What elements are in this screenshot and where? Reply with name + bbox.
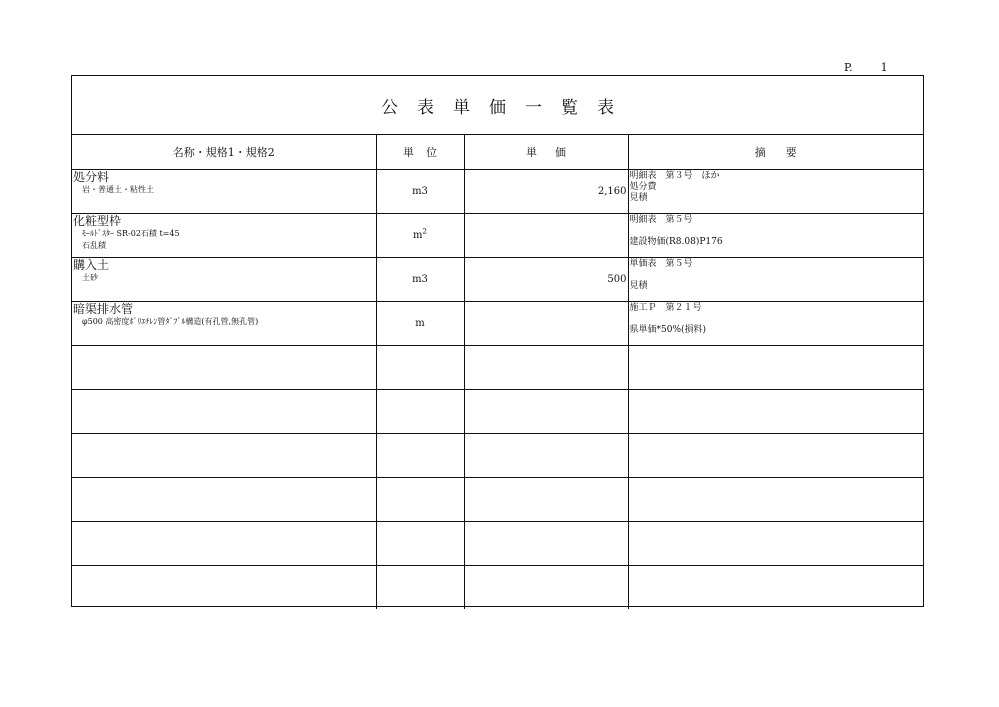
- note-line: 明細表 第３号 ほか: [629, 171, 720, 181]
- unit-cell: [376, 346, 464, 390]
- price-cell: [464, 434, 628, 478]
- note-line: 単価表 第５号: [629, 259, 693, 269]
- column-header-unit: 単位: [376, 134, 464, 170]
- item-spec2: 石乱積: [82, 241, 106, 250]
- price-cell: [464, 390, 628, 434]
- item-spec1: 土砂: [82, 273, 98, 282]
- page-label: P.: [844, 61, 853, 74]
- note-cell: [628, 214, 923, 258]
- note-cell: [628, 434, 923, 478]
- note-line: 見積: [629, 193, 648, 203]
- name-cell: [72, 434, 376, 478]
- name-cell: [72, 258, 376, 302]
- price-table: [72, 134, 923, 609]
- table-header-row: [72, 134, 923, 170]
- note-line: 処分費: [629, 182, 657, 192]
- page-number-value: 1: [880, 61, 888, 74]
- item-name: 処分料: [73, 170, 110, 184]
- price-cell: [464, 478, 628, 522]
- column-header-note: 摘要: [628, 134, 923, 170]
- unit-text: m: [413, 230, 423, 241]
- document-title: 公表単価一覧表: [381, 97, 633, 118]
- note-line: [629, 314, 924, 325]
- note-cell: [628, 170, 923, 214]
- note-cell: [628, 258, 923, 302]
- item-name: 購入土: [73, 258, 110, 272]
- name-cell: [72, 214, 376, 258]
- unit-cell: m3: [376, 170, 464, 214]
- name-cell: [72, 302, 376, 346]
- item-spec1: φ500 高密度ﾎﾟﾘｴﾁﾚﾝ管ﾀﾞﾌﾞﾙ構造(有孔管,無孔管): [82, 317, 259, 326]
- unit-cell: [376, 566, 464, 610]
- unit-cell: m: [376, 302, 464, 346]
- note-cell: [628, 346, 923, 390]
- item-spec1: ﾓｰﾙﾄﾞｽﾀｰ SR-02石積 t=45: [82, 229, 180, 238]
- name-cell: [72, 170, 376, 214]
- empty-table-row: [72, 566, 923, 610]
- empty-table-row: [72, 522, 923, 566]
- note-line: 明細表 第５号: [629, 215, 693, 225]
- unit-superscript: 2: [422, 227, 427, 236]
- name-cell: [72, 478, 376, 522]
- column-header-name: 名称・規格1・規格2: [172, 145, 275, 159]
- name-cell: [72, 522, 376, 566]
- item-spec1: 岩・普通土・粘性土: [82, 185, 154, 194]
- note-cell: [628, 478, 923, 522]
- price-cell: [464, 346, 628, 390]
- price-cell: [464, 302, 628, 346]
- unit-cell: m3: [376, 258, 464, 302]
- page-number: [844, 61, 888, 74]
- item-name: 化粧型枠: [73, 214, 122, 228]
- note-line: 見積: [629, 281, 648, 291]
- table-row: [72, 258, 923, 302]
- note-line: 施工Ｐ 第２１号: [629, 303, 702, 313]
- note-cell: [628, 302, 923, 346]
- price-cell: 500: [464, 258, 628, 302]
- item-name: 暗渠排水管: [73, 302, 134, 316]
- note-cell: [628, 390, 923, 434]
- empty-table-row: [72, 346, 923, 390]
- table-row: [72, 302, 923, 346]
- unit-cell: [376, 214, 464, 258]
- price-cell: 2,160: [464, 170, 628, 214]
- title-row: [72, 76, 923, 135]
- price-cell: [464, 566, 628, 610]
- name-cell: [72, 390, 376, 434]
- note-line: 建設物価(R8.08)P176: [629, 237, 723, 247]
- note-line: 県単価*50%(損料): [629, 325, 707, 335]
- price-list-sheet: [71, 75, 924, 607]
- unit-cell: [376, 390, 464, 434]
- note-cell: [628, 566, 923, 610]
- price-cell: [464, 522, 628, 566]
- empty-table-row: [72, 434, 923, 478]
- note-line: [629, 270, 924, 281]
- table-row: [72, 214, 923, 258]
- column-header-price: 単価: [464, 134, 628, 170]
- empty-table-row: [72, 478, 923, 522]
- name-cell: [72, 346, 376, 390]
- unit-cell: [376, 434, 464, 478]
- price-cell: [464, 214, 628, 258]
- unit-cell: [376, 522, 464, 566]
- note-cell: [628, 522, 923, 566]
- empty-table-row: [72, 390, 923, 434]
- unit-cell: [376, 478, 464, 522]
- note-line: [629, 226, 924, 237]
- name-cell: [72, 566, 376, 610]
- table-row: [72, 170, 923, 214]
